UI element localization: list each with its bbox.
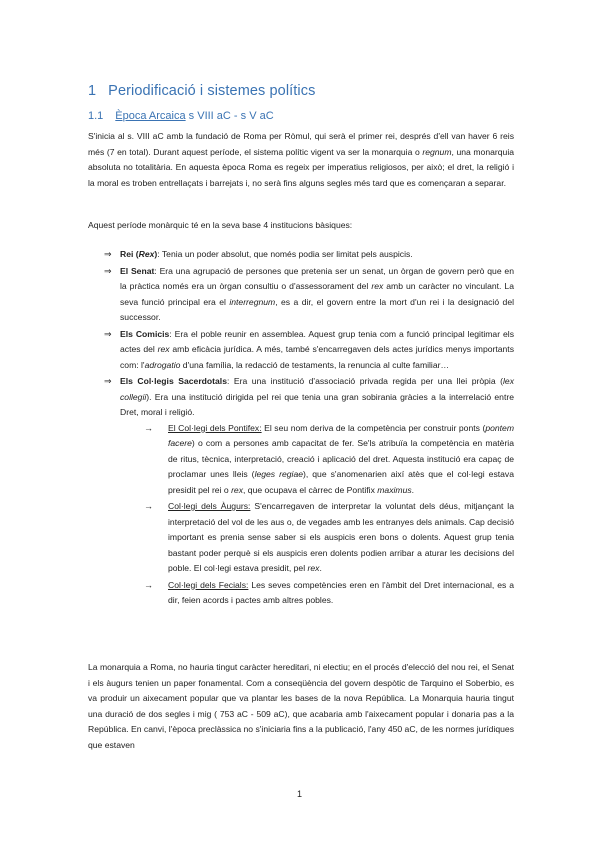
section-number: 1 bbox=[88, 83, 97, 99]
list-item-comicis: ⇒ Els Comicis: Era el poble reunir en assemblea. Aquest grup tenia com a funció principal legitimar els actes del rex amb eficàcia jurídica. A més, també s'encarregaven dels actes jurídics menys importants com: l'adrogatio d'una família, la redacció de testaments, la renuncia al culte familiar… bbox=[104, 328, 514, 370]
sub-arrow-icon: → bbox=[144, 579, 153, 590]
page-number: 1 bbox=[296, 789, 302, 799]
arrow-icon: ⇒ bbox=[104, 328, 112, 339]
arrow-icon: ⇒ bbox=[104, 249, 112, 259]
arrow-icon: ⇒ bbox=[104, 376, 112, 386]
list-item-rei: ⇒ Rei (Rex): Tenia un poder absolut, que només podia ser limitat pels auspicis. bbox=[104, 247, 514, 263]
subsection-number: 1.1 bbox=[88, 110, 104, 122]
section-heading bbox=[88, 83, 315, 99]
institutions-list bbox=[104, 247, 514, 610]
sublist-item-augurs: → Col·legi dels Àugurs: S'encarregaven de interpretar la voluntat dels déus, mitjançant la interpretació del vol de les aus o, de vegades amb les entranyes dels animals. Cap decisió important es prenia sense saber si els auspicis eren bons o dolents. Aquest grup tenia bastant poder perquè si els auspicis eren dolents podien arribar a aturar les decisions del poble. El col·legi estava presidit, pel rex. bbox=[144, 501, 514, 573]
subsection-heading bbox=[88, 110, 274, 122]
sub-arrow-icon: → bbox=[144, 501, 153, 511]
sublist-item-fecials: → Col·legi dels Fecials: Les seves competències eren en l'àmbit del Dret internacional, es a dir, feien acords i pactes amb altres pobles. bbox=[144, 579, 514, 605]
list-item-collegis: ⇒ Els Col·legis Sacerdotals: Era una institució d'associació privada regida per una llei pròpia (lex collegii). Era una institució dirigida pel rei que tenia una gran sobirania gràcies a la interrelació entre Dret, moral i religió. → El Col·legi dels Pontifex: El seu nom deriva de la competència per construir ponts (pontem facere) o com a persones amb capacitat de fer. Se'ls atribuïa la competència en matèria de ritus, tècnica, interpretació, creació i aplicació del dret. Aquesta institució era capaç de proclamar unes lleis (leges regiae), que s'anomenarien així atès que el col·legi estava presidit pel rei o rex, que ocupava el càrrec de Pontifix maximus. → Col·legi dels Àugurs: S'encarregaven de interpretar la voluntat dels déus, mitjançant la interpretació del vol de les aus o, de vegades amb les entranyes dels animals. Cap decisió important es prenia sense saber si els auspicis eren bons o dolents. Aquest grup tenia bastant poder perquè si els auspicis eren dolents podien arribar a aturar les decisions del poble. El col·legi estava presidit, pel rex. → Col·legi dels Fecials: Les seves competències eren en l'àmbit del Dret internacional, es a dir, feien acords i pactes amb altres pobles. bbox=[104, 374, 514, 609]
institutions-intro: Aquest període monàrquic té en la seva base 4 institucions bàsiques: bbox=[88, 220, 353, 230]
intro-paragraph: S'inicia al s. VIII aC amb la fundació de Roma per Ròmul, qui serà el primer rei, després d'ell van haver 6 reis més (7 en total). Durant aquest període, el sistema polític vigent va ser la monarquia o regnum, una monarquia absoluta no totalitària. En aquesta època Roma es regeix per imperatius religiosos, per això; el dret, la religió i la moral es troben entrellaçats i barrejats i, no serà fins alguns segles més tard que es començaran a separar. bbox=[88, 131, 515, 188]
section-title: Periodificació i sistemes polítics bbox=[108, 83, 316, 99]
subsection-period: s VIII aC - s V aC bbox=[185, 110, 274, 122]
sub-arrow-icon: → bbox=[144, 422, 153, 433]
sublist-item-pontifex: → El Col·legi dels Pontifex: El seu nom deriva de la competència per construir ponts (pontem facere) o com a persones amb capacitat de fer. Se'ls atribuïa la competència en matèria de ritus, tècnica, interpretació, creació i aplicació del dret. Aquesta institució era capaç de proclamar unes lleis (leges regiae), que s'anomenarien així atès que el col·legi estava presidit pel rei o rex, que ocupava el càrrec de Pontifix maximus. bbox=[144, 422, 515, 495]
collegis-sublist bbox=[144, 421, 514, 609]
arrow-icon: ⇒ bbox=[104, 265, 112, 276]
closing-paragraph: La monarquia a Roma, no hauria tingut caràcter hereditari, ni electiu; en el procés d'elecció del nou rei, el Senat i els àugurs tenien un paper fonamental. Com a conseqüència del govern despòtic de Tarquino el Soberbio, es va produir un aixecament popular que va plantar les bases de la nova República. La Monarquia hauria tingut una duració de dos segles i mig ( 753 aC - 509 aC), que acabaria amb l'aixecament popular i donaria pas a la República. En canvi, l'època preclàssica no s'iniciaria fins a la publicació, l'any 450 aC, de les normes jurídiques que estaven bbox=[88, 662, 514, 750]
list-item-senat: ⇒ El Senat: Era una agrupació de persones que pretenia ser un senat, un òrgan de govern però que en la pràctica només era un òrgan consultiu o d'assessorament del rex amb un caràcter no vinculant. La seva funció principal era el interregnum, es a dir, el govern entre la mort d'un rei i la designació del successor. bbox=[104, 265, 515, 322]
subsection-link[interactable]: Època Arcaica bbox=[115, 110, 186, 122]
